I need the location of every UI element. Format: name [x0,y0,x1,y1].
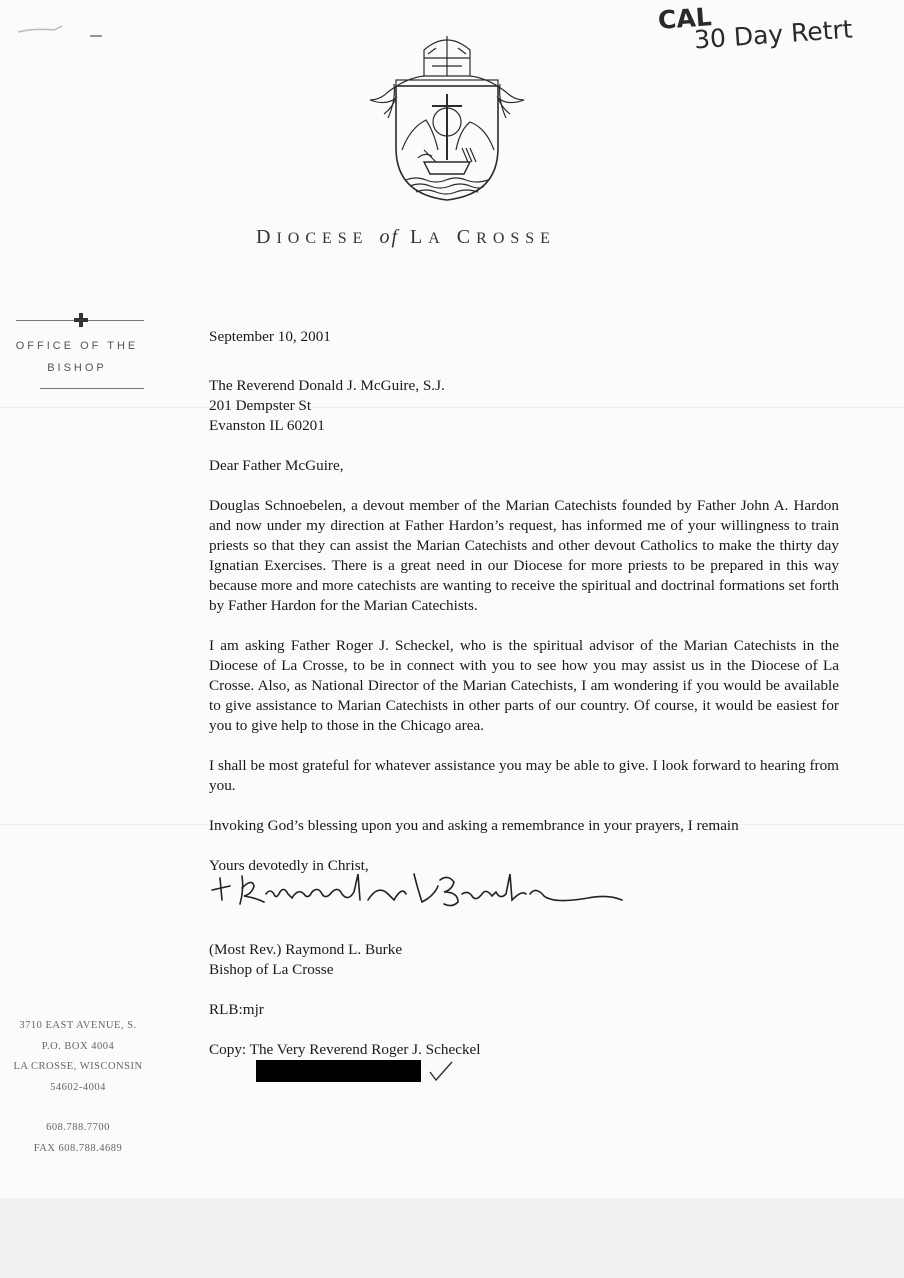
diocese-address [8,1016,148,1159]
address-street: 3710 EAST AVENUE, S. [19,1020,137,1031]
office-of-the-bishop-block [10,312,144,392]
body-paragraph: Invoking God’s blessing upon you and asking a remembrance in your prayers, I remain [209,817,739,834]
salutation: Dear Father McGuire, [209,457,344,474]
title-rest: IOCESE [276,230,369,247]
signer-title: Bishop of La Crosse [209,961,334,978]
diocese-coat-of-arms-icon [366,28,528,208]
cross-icon [74,313,88,327]
office-label: BISHOP [47,362,107,374]
handwritten-note [658,4,888,64]
body-paragraph: I am asking Father Roger J. Scheckel, who is the spiritual advisor of the Marian Catechists in the Diocese of La Crosse, to be in connect with you to see how you may assist us in the Diocese of La Crosse. Also, as National Director of the Marian Catechists, I am wondering if you would be available to give assistance to Marian Catechists in other parts of our country. Of course, it would be easiest for you to give help to those in the Chicago area. [209,637,839,734]
address-phone: 608.788.7700 [46,1122,110,1133]
letter-body [209,327,839,1080]
copy-label: Copy: [209,1041,247,1058]
divider [88,320,144,321]
title-rest: ROSSE [476,230,556,247]
title-initial: D [256,226,277,248]
recipient-city: Evanston IL 60201 [209,417,325,434]
title-of: of [379,226,400,248]
address-zip: 54602-4004 [50,1081,106,1093]
scan-bottom-edge [0,1198,904,1278]
closing: Yours devotedly in Christ, [209,857,369,874]
copy-recipient: The Very Reverend Roger J. Scheckel [249,1041,481,1058]
handwritten-note-line1: CAL [657,2,713,35]
signer-name: (Most Rev.) Raymond L. Burke [209,941,403,958]
scan-smudge [14,18,104,42]
divider [40,388,144,389]
address-fax: FAX 608.788.4689 [33,1142,123,1154]
address-pobox: P.O. BOX 4004 [41,1040,115,1052]
diocese-title [256,226,656,252]
title-rest: A [428,230,446,247]
body-paragraph: I shall be most grateful for whatever assistance you may be able to give. I look forward to hearing from you. [209,757,839,794]
title-initial: L [410,226,429,248]
handwritten-note-line2: 30 Day Retrt [693,14,854,55]
address-city: LA CROSSE, WISCONSIN [13,1061,143,1072]
initials: RLB:mjr [209,1001,264,1018]
letter-date: September 10, 2001 [209,328,331,345]
copy-line [209,1040,839,1060]
office-label: OFFICE OF THE [15,340,139,352]
recipient-name: The Reverend Donald J. McGuire, S.J. [209,377,445,394]
body-paragraph: Douglas Schnoebelen, a devout member of the Marian Catechists founded by Father John A. Hardon and now under my direction at Father Hardon’s request, has informed me of your willingness to train priests so that they can assist the Marian Catechists and other devout Catholics to make the thirty day Ignatian Exercises. There is a great need in our Diocese for more priests to be prepared in this way because more and more catechists are wanting to receive the spiritual and doctrinal formations set forth by Father Hardon for the Marian Catechists. [209,497,839,614]
handwritten-signature [208,864,628,916]
redacted-recipient [256,1060,421,1082]
divider [16,320,74,321]
checkmark-icon [426,1060,456,1082]
title-initial: C [456,226,477,248]
recipient-street: 201 Dempster St [209,397,312,414]
